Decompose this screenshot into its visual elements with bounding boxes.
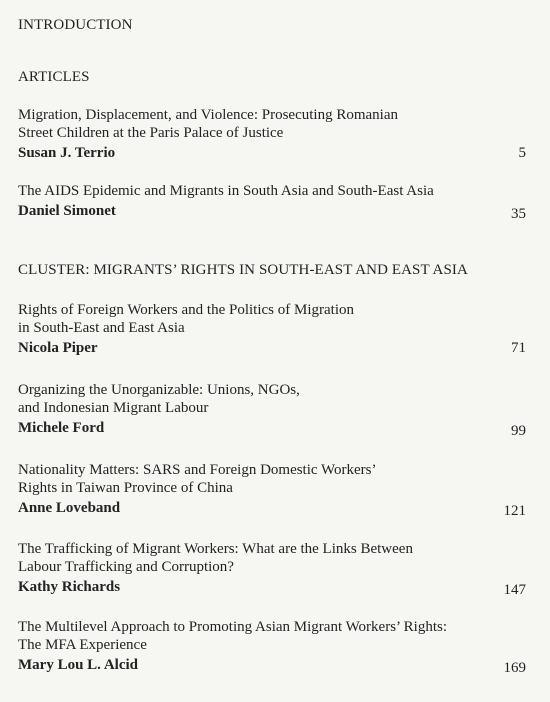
entry-title-line: The Trafficking of Migrant Workers: What are the Links Between	[18, 541, 413, 557]
entry-author: Nicola Piper	[18, 340, 98, 356]
toc-entry	[18, 461, 526, 517]
section-introduction: INTRODUCTION	[18, 17, 133, 33]
entry-page-number: 147	[503, 582, 526, 598]
entry-title-line: in South-East and East Asia	[18, 320, 185, 336]
entry-page-number: 71	[511, 340, 526, 356]
toc-entry	[18, 106, 526, 162]
entry-page-number: 121	[503, 503, 526, 519]
entry-author: Kathy Richards	[18, 579, 121, 595]
entry-author: Anne Loveband	[18, 500, 121, 516]
entry-author: Mary Lou L. Alcid	[18, 657, 139, 673]
entry-title-line: The Multilevel Approach to Promoting Asian Migrant Workers’ Rights:	[18, 619, 448, 635]
toc-entry	[18, 381, 526, 437]
entry-title-line: Migration, Displacement, and Violence: Prosecuting Romanian	[18, 107, 398, 123]
entry-title-line: Rights of Foreign Workers and the Politics of Migration	[18, 302, 354, 318]
entry-title-line: Nationality Matters: SARS and Foreign Domestic Workers’	[18, 462, 377, 478]
entry-title-line: and Indonesian Migrant Labour	[18, 400, 209, 416]
entry-author: Michele Ford	[18, 420, 105, 436]
toc-entry	[18, 540, 526, 596]
entry-author: Daniel Simonet	[18, 203, 116, 219]
toc-entry	[18, 182, 526, 220]
entry-page-number: 169	[503, 660, 526, 676]
entry-title-line: The MFA Experience	[18, 637, 147, 653]
section-cluster: CLUSTER: MIGRANTS’ RIGHTS IN SOUTH-EAST AND EAST ASIA	[18, 262, 468, 278]
section-articles: ARTICLES	[18, 69, 90, 85]
entry-page-number: 99	[511, 423, 526, 439]
entry-page-number: 5	[518, 145, 526, 161]
entry-title-line: Rights in Taiwan Province of China	[18, 480, 233, 496]
entry-title-line: The AIDS Epidemic and Migrants in South Asia and South-East Asia	[18, 183, 434, 199]
entry-page-number: 35	[511, 206, 526, 222]
toc-entry	[18, 618, 526, 674]
entry-title-line: Labour Trafficking and Corruption?	[18, 559, 234, 575]
toc-entry	[18, 301, 526, 357]
entry-author: Susan J. Terrio	[18, 145, 116, 161]
entry-title-line: Organizing the Unorganizable: Unions, NGOs,	[18, 382, 300, 398]
entry-title-line: Street Children at the Paris Palace of Justice	[18, 125, 284, 141]
